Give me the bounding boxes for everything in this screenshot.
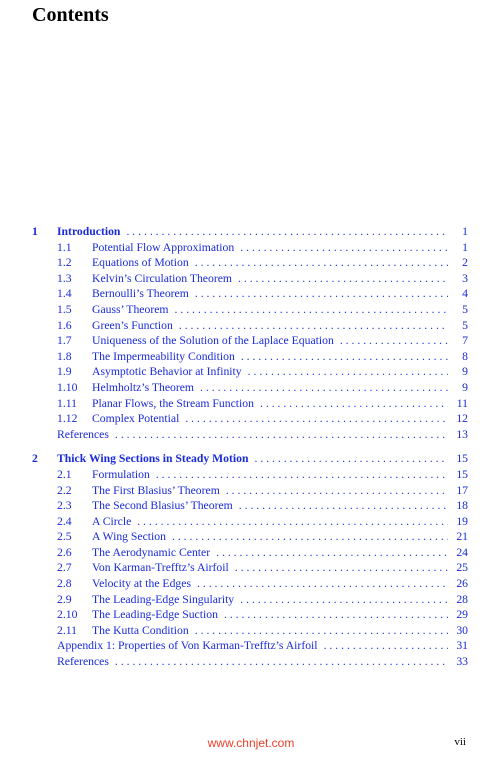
entry-title[interactable]: Complex Potential	[92, 412, 180, 426]
section-entry[interactable]	[32, 467, 468, 483]
entry-line	[57, 451, 468, 467]
section-entry[interactable]	[32, 498, 468, 514]
entry-title[interactable]: The Impermeability Condition	[92, 349, 235, 363]
page-title: Contents	[32, 4, 109, 26]
section-entry[interactable]	[32, 514, 468, 530]
entry-number: 1.12	[57, 412, 78, 426]
entry-number: 2.5	[57, 530, 72, 544]
dot-leader	[172, 529, 448, 545]
entry-page-number[interactable]: 24	[456, 545, 468, 559]
entry-page-number[interactable]: 33	[456, 655, 468, 669]
dot-leader	[185, 411, 448, 427]
back-matter-entry[interactable]	[32, 638, 468, 654]
page-number: vii	[454, 736, 466, 748]
entry-page-number[interactable]: 8	[462, 349, 468, 363]
entry-line	[57, 545, 468, 561]
chapter-block	[32, 224, 468, 442]
section-entry[interactable]	[32, 255, 468, 271]
entry-line	[57, 318, 468, 334]
entry-title[interactable]: Planar Flows, the Stream Function	[92, 396, 254, 410]
entry-number: 2.3	[57, 499, 72, 513]
entry-title[interactable]: A Wing Section	[92, 530, 166, 544]
entry-page-number[interactable]: 7	[462, 334, 468, 348]
chapter-entry[interactable]	[32, 451, 468, 467]
section-entry[interactable]	[32, 529, 468, 545]
entry-page-number[interactable]: 25	[456, 561, 468, 575]
dot-leader	[239, 498, 448, 514]
dot-leader	[235, 560, 448, 576]
entry-title[interactable]: The Kutta Condition	[92, 623, 189, 637]
entry-number: 2.4	[57, 514, 72, 528]
entry-line	[57, 380, 468, 396]
entry-line	[57, 427, 468, 443]
dot-leader	[240, 592, 448, 608]
entry-line	[57, 623, 468, 639]
dot-leader	[175, 302, 449, 318]
section-entry[interactable]	[32, 302, 468, 318]
entry-title[interactable]: Von Karman-Trefftz’s Airfoil	[92, 561, 229, 575]
entry-number: 1.4	[57, 287, 72, 301]
entry-line	[57, 529, 468, 545]
entry-title[interactable]: Potential Flow Approximation	[92, 240, 235, 254]
entry-page-number[interactable]: 18	[456, 499, 468, 513]
entry-line	[57, 638, 468, 654]
entry-line	[57, 396, 468, 412]
table-of-contents	[32, 224, 468, 679]
section-entry[interactable]	[32, 364, 468, 380]
entry-page-number[interactable]: 1	[462, 225, 468, 238]
entry-page-number[interactable]: 2	[462, 256, 468, 270]
section-entry[interactable]	[32, 560, 468, 576]
dot-leader	[241, 349, 448, 365]
entry-page-number[interactable]: 29	[456, 608, 468, 622]
entry-line	[57, 654, 468, 670]
entry-page-number[interactable]: 13	[456, 427, 468, 441]
entry-title[interactable]: The Second Blasius’ Theorem	[92, 499, 233, 513]
entry-number: 1.8	[57, 349, 72, 363]
dot-leader	[260, 396, 448, 412]
watermark: www.chnjet.com	[207, 736, 295, 750]
section-entry[interactable]	[32, 271, 468, 287]
dot-leader	[195, 286, 448, 302]
dot-leader	[240, 240, 448, 256]
entry-title[interactable]: Gauss’ Theorem	[92, 302, 169, 316]
entry-page-number[interactable]: 15	[456, 467, 468, 481]
entry-number: 1	[32, 225, 38, 238]
entry-page-number[interactable]: 26	[456, 577, 468, 591]
entry-number: 1.6	[57, 318, 72, 332]
dot-leader	[197, 576, 448, 592]
dot-leader	[324, 638, 448, 654]
entry-page-number[interactable]: 5	[462, 318, 468, 332]
entry-page-number[interactable]: 1	[462, 240, 468, 254]
section-entry[interactable]	[32, 483, 468, 499]
dot-leader	[224, 607, 448, 623]
entry-line	[57, 411, 468, 427]
entry-line	[57, 560, 468, 576]
section-entry[interactable]	[32, 240, 468, 256]
entry-title[interactable]: A Circle	[92, 514, 132, 528]
dot-leader	[216, 545, 448, 561]
entry-page-number[interactable]: 15	[456, 452, 468, 466]
dot-leader	[115, 654, 448, 670]
entry-number: 2.6	[57, 545, 72, 559]
entry-title[interactable]: Asymptotic Behavior at Infinity	[92, 365, 242, 379]
entry-page-number[interactable]: 21	[456, 530, 468, 544]
entry-line	[57, 514, 468, 530]
entry-number: 1.5	[57, 302, 72, 316]
entry-number: 2.7	[57, 561, 72, 575]
entry-line	[57, 349, 468, 365]
entry-page-number[interactable]: 4	[462, 287, 468, 301]
entry-title[interactable]: Helmholtz’s Theorem	[92, 380, 195, 394]
entry-line	[57, 271, 468, 287]
entry-line	[57, 224, 468, 240]
section-entry[interactable]	[32, 380, 468, 396]
section-entry[interactable]	[32, 592, 468, 608]
chapter-entry[interactable]	[32, 224, 468, 240]
section-entry[interactable]	[32, 623, 468, 639]
entry-page-number[interactable]: 31	[456, 639, 468, 653]
dot-leader	[195, 255, 448, 271]
entry-line	[57, 240, 468, 256]
entry-page-number[interactable]: 30	[456, 623, 468, 637]
entry-page-number[interactable]: 9	[462, 380, 468, 394]
entry-line	[57, 592, 468, 608]
section-entry[interactable]	[32, 396, 468, 412]
dot-leader	[248, 364, 448, 380]
dot-leader	[179, 318, 448, 334]
chapter-block	[32, 451, 468, 669]
entry-title[interactable]: Formulation	[92, 467, 150, 481]
section-entry[interactable]	[32, 333, 468, 349]
dot-leader	[226, 483, 448, 499]
dot-leader	[115, 427, 448, 443]
entry-title[interactable]: References	[57, 427, 109, 441]
section-entry[interactable]	[32, 286, 468, 302]
entry-page-number[interactable]: 5	[462, 302, 468, 316]
entry-number: 1.2	[57, 256, 72, 270]
entry-title[interactable]: Kelvin’s Circulation Theorem	[92, 271, 233, 285]
entry-title[interactable]: Appendix 1: Properties of Von Karman-Trefftz’s Airfoil	[57, 639, 318, 653]
entry-number: 2	[32, 452, 38, 466]
entry-line	[57, 364, 468, 380]
entry-line	[57, 467, 468, 483]
entry-number: 2.8	[57, 577, 72, 591]
entry-number: 2.9	[57, 592, 72, 606]
entry-page-number[interactable]: 17	[456, 483, 468, 497]
dot-leader	[238, 271, 448, 287]
entry-title[interactable]: Introduction	[57, 225, 121, 238]
dot-leader	[195, 623, 448, 639]
entry-page-number[interactable]: 9	[462, 365, 468, 379]
entry-page-number[interactable]: 12	[456, 412, 468, 426]
section-entry[interactable]	[32, 576, 468, 592]
section-entry[interactable]	[32, 411, 468, 427]
entry-number: 2.11	[57, 623, 78, 637]
entry-line	[57, 498, 468, 514]
section-entry[interactable]	[32, 349, 468, 365]
entry-line	[57, 607, 468, 623]
entry-page-number[interactable]: 3	[462, 271, 468, 285]
section-entry[interactable]	[32, 607, 468, 623]
section-entry[interactable]	[32, 545, 468, 561]
entry-line	[57, 286, 468, 302]
entry-line	[57, 333, 468, 349]
entry-line	[57, 302, 468, 318]
entry-title[interactable]: References	[57, 655, 109, 669]
entry-number: 1.1	[57, 240, 72, 254]
entry-number: 2.10	[57, 608, 78, 622]
entry-number: 2.1	[57, 467, 72, 481]
entry-number: 1.10	[57, 380, 78, 394]
dot-leader	[200, 380, 448, 396]
entry-title[interactable]: The First Blasius’ Theorem	[92, 483, 220, 497]
entry-line	[57, 255, 468, 271]
section-entry[interactable]	[32, 318, 468, 334]
dot-leader	[340, 333, 448, 349]
entry-number: 1.11	[57, 396, 78, 410]
entry-line	[57, 483, 468, 499]
dot-leader	[254, 451, 448, 467]
entry-title[interactable]: The Leading-Edge Suction	[92, 608, 218, 622]
entry-title[interactable]: The Leading-Edge Singularity	[92, 592, 235, 606]
entry-title[interactable]: Uniqueness of the Solution of the Laplace Equation	[92, 334, 334, 348]
dot-leader	[137, 514, 448, 530]
back-matter-entry[interactable]	[32, 654, 468, 670]
entry-number: 1.3	[57, 271, 72, 285]
entry-title[interactable]: Equations of Motion	[92, 256, 189, 270]
dot-leader	[126, 224, 448, 240]
entry-title[interactable]: Velocity at the Edges	[92, 577, 191, 591]
entry-number: 1.9	[57, 365, 72, 379]
entry-page-number[interactable]: 28	[456, 592, 468, 606]
entry-title[interactable]: Bernoulli’s Theorem	[92, 287, 189, 301]
entry-line	[57, 576, 468, 592]
back-matter-entry[interactable]	[32, 427, 468, 443]
entry-number: 1.7	[57, 334, 72, 348]
entry-title[interactable]: Green’s Function	[92, 318, 173, 332]
entry-page-number[interactable]: 19	[456, 514, 468, 528]
entry-number: 2.2	[57, 483, 72, 497]
entry-title[interactable]: The Aerodynamic Center	[92, 545, 211, 559]
dot-leader	[156, 467, 448, 483]
entry-title[interactable]: Thick Wing Sections in Steady Motion	[57, 452, 249, 466]
entry-page-number[interactable]: 11	[456, 396, 468, 410]
